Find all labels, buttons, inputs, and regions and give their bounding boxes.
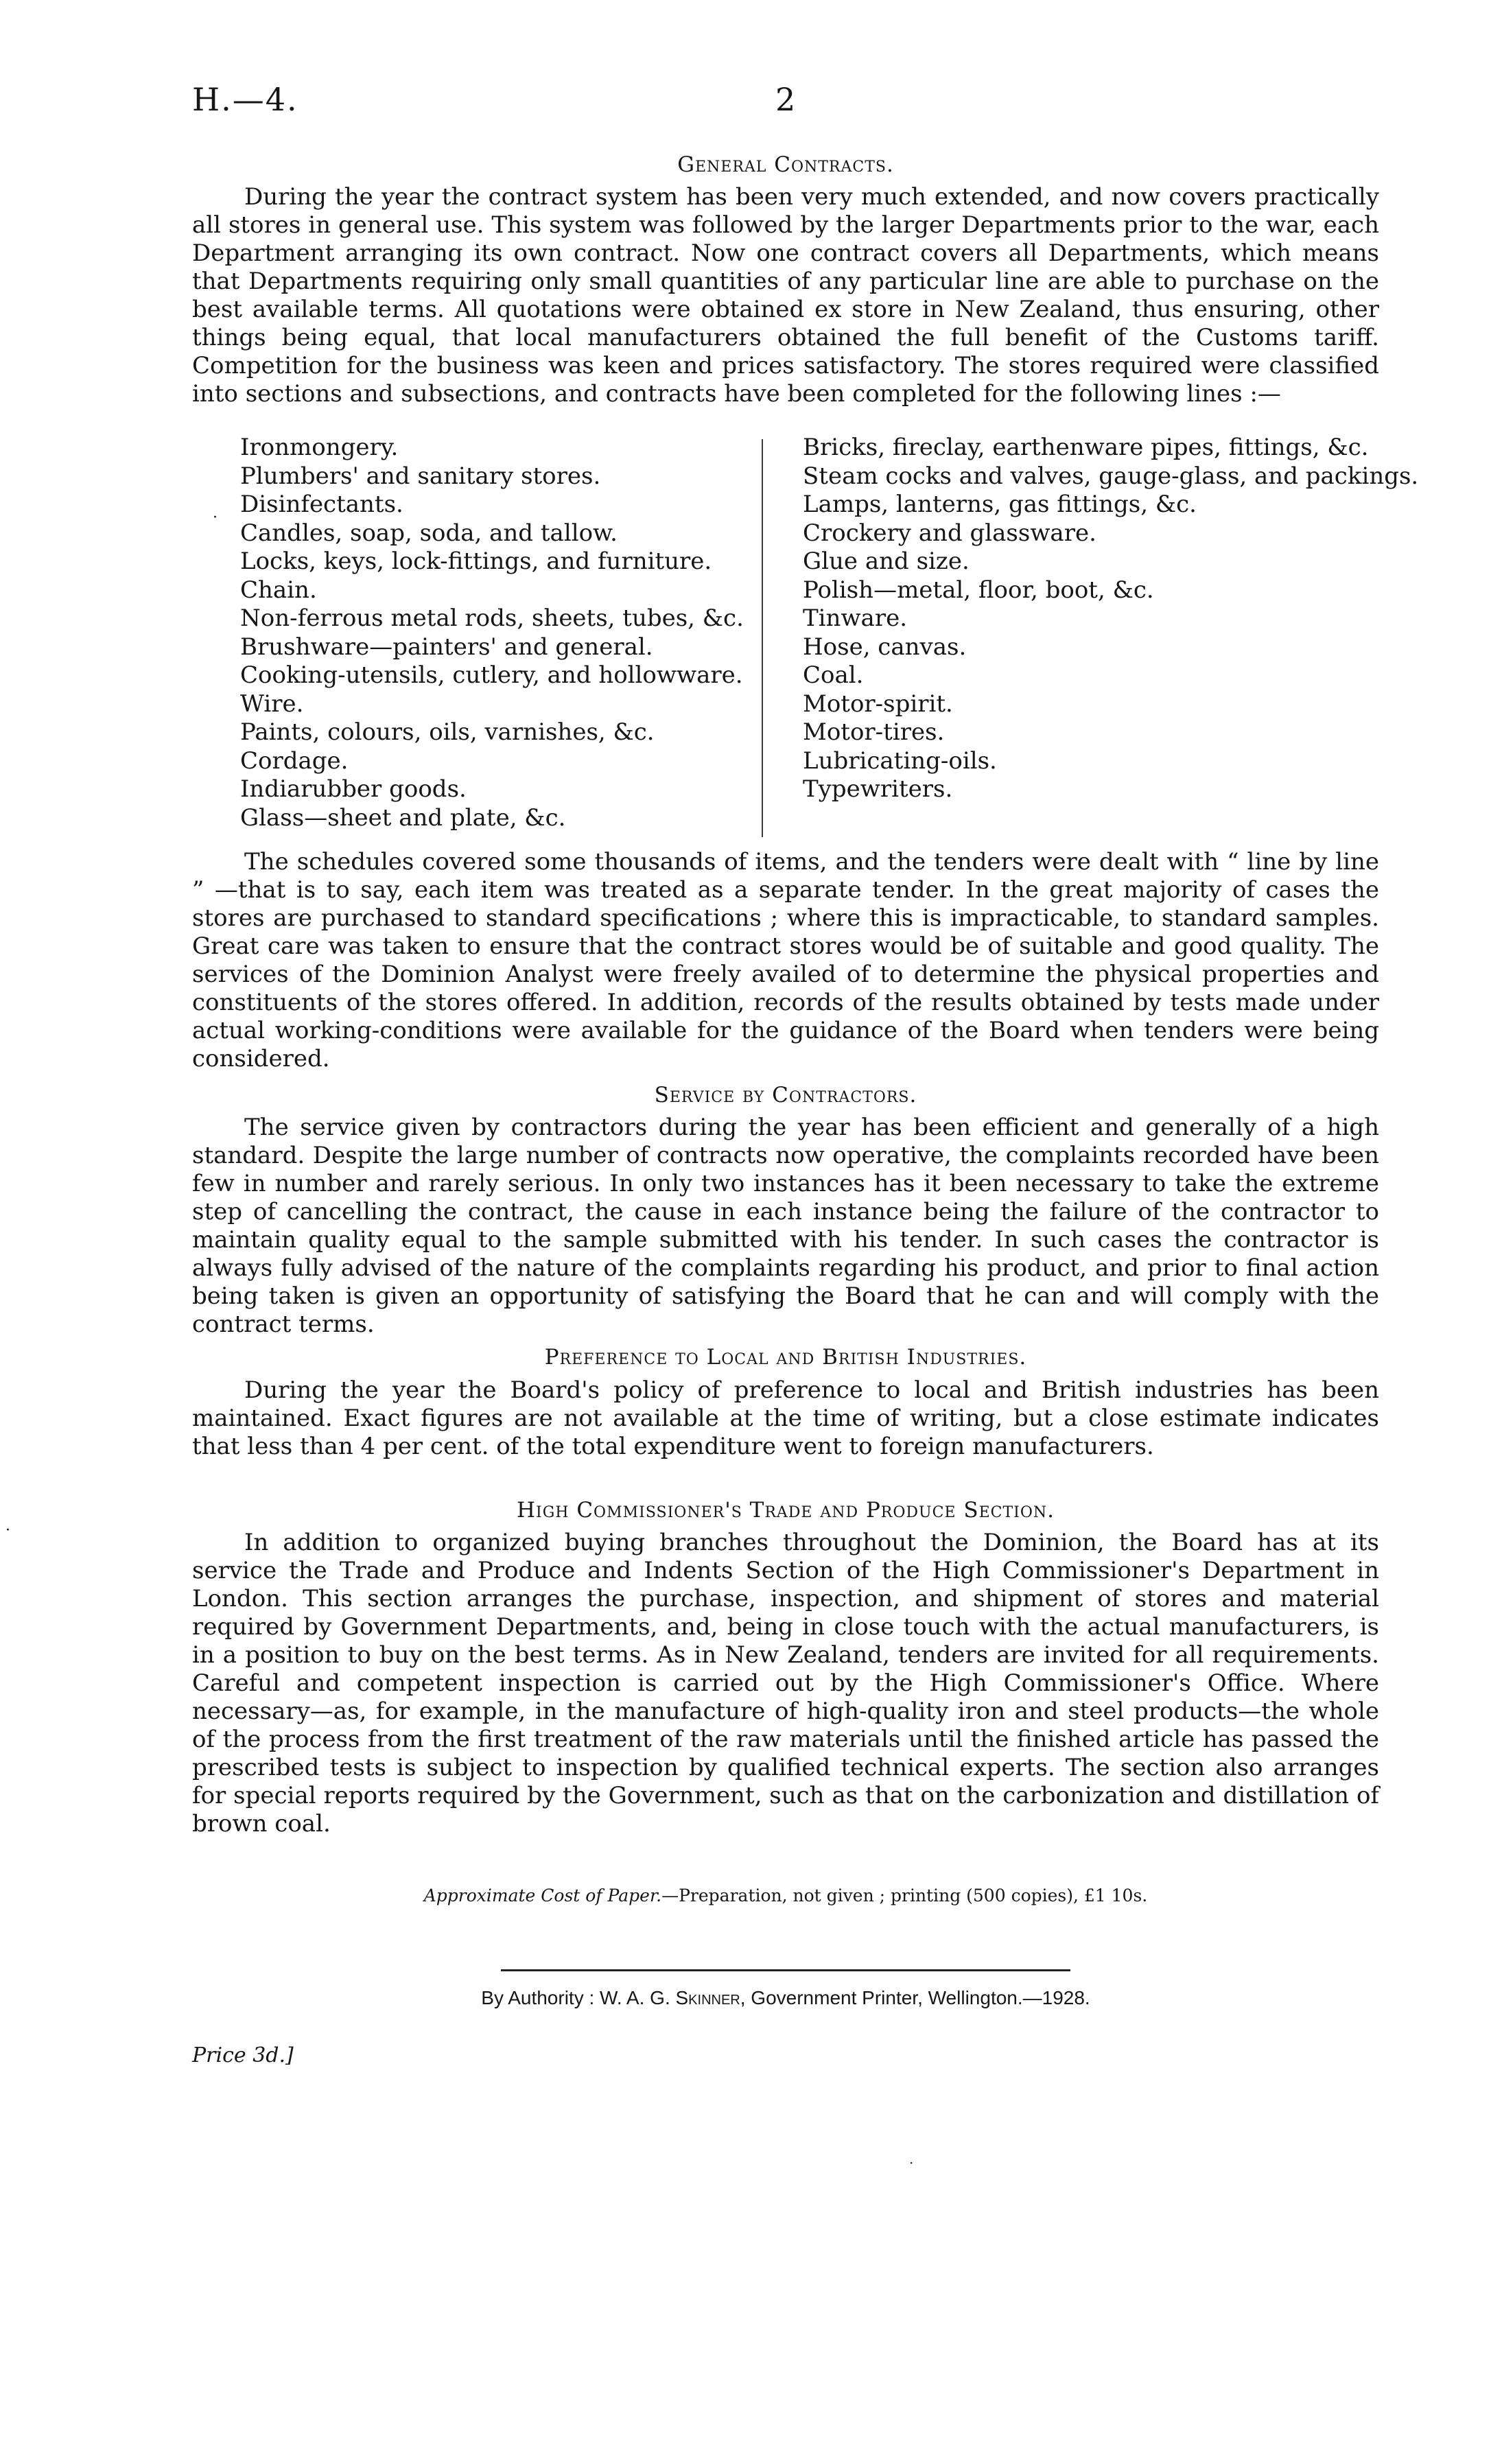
printer-name: W. A. G. Skinner [600, 1987, 740, 2008]
contract-line-item: Locks, keys, lock-fittings, and furniture. [240, 548, 712, 575]
contract-line-item: Brushware—painters' and general. [240, 633, 653, 661]
contract-line-item: Indiarubber goods. [240, 775, 467, 803]
authority-line [192, 1987, 1379, 2009]
contract-line-item: Candles, soap, soda, and tallow. [240, 519, 618, 547]
contract-line-item: Disinfectants. [240, 491, 403, 518]
contract-line-item: Bricks, fireclay, earthenware pipes, fittings, &c. [803, 434, 1369, 461]
contract-line-item: Chain. [240, 576, 317, 604]
contract-line-item: Cordage. [240, 747, 349, 775]
contract-line-item: Wire. [240, 690, 304, 718]
contract-line-item: Lamps, lanterns, gas fittings, &c. [803, 491, 1197, 518]
price: Price 3d.] [192, 2043, 294, 2067]
stray-mark: · [213, 509, 218, 526]
contract-line-item: Polish—metal, floor, boot, &c. [803, 576, 1154, 604]
contract-lines-right-column [803, 434, 1419, 804]
authority-prefix: By Authority : [481, 1987, 595, 2008]
cost-text: —Preparation, not given ; printing (500 copies), £1 10s. [661, 1886, 1148, 1905]
heading-general-contracts: General Contracts. [677, 152, 894, 177]
contract-line-item: Crockery and glassware. [803, 519, 1096, 547]
authority-suffix: , Government Printer, Wellington.—1928. [740, 1987, 1090, 2008]
contract-line-item: Coal. [803, 661, 864, 689]
footer-rule [501, 1969, 1070, 1971]
paragraph-schedules: The schedules covered some thousands of items, and the tenders were dealt with “ line by line ” —that is to say, each item was treated as a separate tender. In the great majority of cases the stores are purchased to standard specifications ; where this is impracticable, to standard samples. Great care was taken to ensure that the contract stores would be of suitable and good quality. The services of the Dominion Analyst were freely availed of to determine the physical properties and constituents of the stores offered. In addition, records of the results obtained by tests made under actual working-conditions were available for the guidance of the Board when tenders were being considered. [192, 848, 1379, 1072]
column-divider [762, 439, 763, 837]
paragraph-high-commissioner: In addition to organized buying branches throughout the Dominion, the Board has at its service the Trade and Produce and Indents Section of the High Commissioner's Department in London. This section arranges the purchase, inspection, and shipment of stores and material required by Government Departments, and, being in close touch with the actual manufacturers, is in a position to buy on the best terms. As in New Zealand, tenders are invited for all requirements. Careful and competent inspection is carried out by the High Commissioner's Office. Where necessary—as, for example, in the manufacture of high-quality iron and steel products—the whole of the process from the first treatment of the raw materials until the finished article has passed the prescribed tests is subject to inspection by qualified technical experts. The section also arranges for special reports required by the Government, such as that on the carbonization and distillation of brown coal. [192, 1529, 1379, 1838]
contract-lines-left-column [240, 434, 748, 832]
contract-line-item: Cooking-utensils, cutlery, and hollowware. [240, 661, 743, 689]
contract-line-item: Hose, canvas. [803, 633, 967, 661]
contract-line-item: Motor-tires. [803, 718, 945, 746]
contract-line-item: Ironmongery. [240, 434, 399, 461]
cost-of-paper [192, 1886, 1379, 1905]
contract-line-item: Typewriters. [803, 775, 953, 803]
contract-line-item: Plumbers' and sanitary stores. [240, 462, 601, 490]
heading-high-commissioner: High Commissioner's Trade and Produce Section. [517, 1498, 1055, 1523]
contract-line-item: Glass—sheet and plate, &c. [240, 803, 566, 832]
contract-line-item: Motor-spirit. [803, 690, 953, 718]
heading-service-by-contractors: Service by Contractors. [654, 1083, 917, 1107]
contract-line-item: Glue and size. [803, 548, 970, 575]
cost-label: Approximate Cost of Paper. [423, 1886, 662, 1905]
end-mark: · [909, 2155, 914, 2171]
margin-mark: · [5, 1522, 10, 1539]
paragraph-general-contracts: During the year the contract system has been very much extended, and now covers practically all stores in general use. This system was followed by the larger Departments prior to the war, each Department arranging its own contract. Now one contract covers all Departments, which means that Departments requiring only small quantities of any particular line are able to purchase on the best available terms. All quotations were obtained ex store in New Zealand, thus ensuring, other things being equal, that local manufacturers obtained the full benefit of the Customs tariff. Competition for the business was keen and prices satisfactory. The stores required were classified into sections and subsections, and contracts have been completed for the following lines :— [192, 183, 1379, 408]
contract-line-item: Non-ferrous metal rods, sheets, tubes, &c. [240, 605, 744, 632]
contract-line-item: Steam cocks and valves, gauge-glass, and packings. [803, 462, 1419, 490]
paragraph-preference: During the year the Board's policy of preference to local and British industries has been maintained. Exact figures are not available at the time of writing, but a close estimate indicates that less than 4 per cent. of the total expenditure went to foreign manufacturers. [192, 1376, 1379, 1460]
contract-line-item: Paints, colours, oils, varnishes, &c. [240, 718, 655, 746]
document-reference: H.—4. [192, 81, 298, 118]
contract-line-item: Tinware. [803, 605, 908, 632]
heading-preference: Preference to Local and British Industries. [544, 1345, 1027, 1370]
page-number: 2 [775, 81, 796, 118]
paragraph-service-by-contractors: The service given by contractors during the year has been efficient and generally of a high standard. Despite the large number of contracts now operative, the complaints recorded have been few in number and rarely serious. In only two instances has it been necessary to take the extreme step of cancelling the contract, the cause in each instance being the failure of the contractor to maintain quality equal to the sample submitted with his tender. In such cases the contractor is always fully advised of the nature of the complaints regarding his product, and prior to final action being taken is given an opportunity of satisfying the Board that he can and will comply with the contract terms. [192, 1114, 1379, 1338]
contract-line-item: Lubricating-oils. [803, 747, 997, 775]
